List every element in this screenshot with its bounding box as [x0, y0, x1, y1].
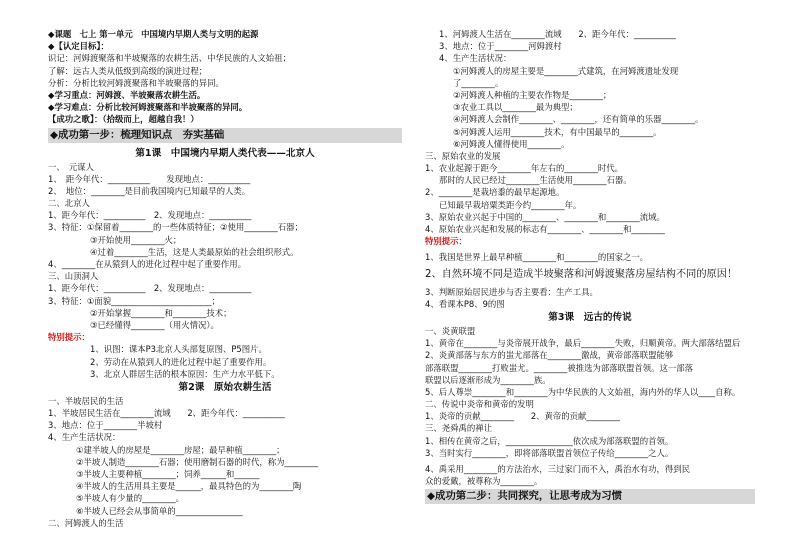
beijing-line: 4、________在从猿到人的进化过程中起了重要作用。 [48, 259, 246, 269]
yanhuang-line: 联盟以后逐渐形成为________族。 [425, 374, 551, 385]
shanding-heading: 三、山顶洞人 [48, 271, 99, 282]
hemudu-line: ③农业工具以________最为典型； [453, 102, 578, 113]
beijing-line: ③开始使用________火； [90, 234, 182, 245]
banpo-line: 3、地点：位于________半坡村 [48, 420, 163, 431]
hemudu-line: 3、地点：位于________河姆渡村 [439, 41, 562, 52]
hemudu-line: 了________。 [453, 77, 504, 88]
right-column [425, 28, 755, 507]
yuanmou-line: 1、 距今年代：__________ 发现地点：__________ [48, 173, 251, 184]
hemudu-line: 4、生产生活状况： [439, 53, 512, 64]
goal-analyze: 分析：分析比较河姆渡聚落和半坡聚落的异同。 [48, 77, 224, 88]
inventions-line: 1、炎帝的贡献________ 2、黄帝的贡献________ [425, 411, 620, 422]
hemudu-line: ⑥河姆渡人懂得使用________。 [453, 138, 570, 149]
tip-line: 4、看课本P8、9的图 [425, 298, 505, 309]
origin-line: 已知最早栽培粟类距今约________年。 [439, 199, 582, 210]
tips-title: 特别提示： [48, 332, 90, 343]
goal-memorize: 识记：河姆渡聚落和半坡聚落的农耕生活、中华民族的人文始祖； [48, 53, 291, 64]
step-one-banner: ◆成功第一步：梳理知识点 夯实基础 [48, 128, 402, 143]
tip-line: 2、自然环境不同是造成半坡聚落和河姆渡聚落房屋结构不同的原因！ [425, 268, 738, 280]
success-song: 【成功之歌】：（拾级而上，超越自我！） [48, 114, 199, 125]
beijing-heading: 二、北京人 [48, 198, 90, 209]
tip-line: 3、判断原始居民进步与否主要看：生产工具。 [425, 286, 598, 297]
course-title: ◆课题 七上 第一单元 中国境内早期人类与文明的起源 [48, 29, 259, 39]
yanhuang-line: 5、后人尊崇________和________为中华民族的人文始祖，海内外的华人以____自称。 [425, 386, 741, 397]
shanding-line: ③已经懂得________（用火情况）。 [90, 319, 219, 330]
hemudu-line: ②河姆渡人种植的主要农作物是________； [453, 89, 612, 100]
left-column [48, 28, 402, 529]
step-two-banner: ◆成功第二步：共同探究，让思考成为习惯 [425, 489, 755, 504]
goals-heading: ◆【认定目标】： [48, 41, 109, 52]
shanding-line: ②开始掌握________和________技术； [90, 307, 232, 318]
origin-line: 4、原始农业兴起和发展的标志有________、________和________ [425, 224, 665, 234]
abdication-line: 4、禹采用________的方法治水，三过家门而不入，禹治水有功，得到民 [425, 464, 690, 474]
yanhuang-line: 2、炎黄部落与东方的蚩尤部落在________激战，黄帝部落联盟能够 [425, 350, 674, 361]
origin-line: 3、原始农业兴起于中国的________、________和________流域。 [425, 211, 665, 222]
hemudu-line: ④河姆渡人会制作________、________，还有简单的乐器________。 [453, 114, 704, 125]
tip-line: 3、北京人群居生活的根本原因：生产力水平低下。 [90, 368, 280, 379]
origin-heading: 三、原始农业的发展 [425, 150, 501, 161]
hemudu-line: 1、河姆渡人生活在________流域 2、距今年代：__________ [439, 29, 676, 39]
tip-line: 1、识图：课本P3北京人头部复原图、P5图片。 [90, 344, 267, 355]
hemudu-line: ⑤河姆渡人运用________技术，有中国最早的________。 [453, 126, 662, 137]
abdication-line: 1、相传在黄帝之后，________________依次成为部落联盟的首领。 [425, 435, 674, 446]
yanhuang-heading: 一、炎黄联盟 [425, 325, 476, 336]
yuanmou-line: 2、 地位：________是目前我国境内已知最早的人类。 [48, 185, 251, 196]
shanding-line: 1、距今年代：__________ 2、发现地点：__________ [48, 283, 252, 294]
banpo-line: ③半坡人主要种植________；饲养______和______ [76, 469, 260, 479]
hemudu-line: ①河姆渡人的房屋主要是________式建筑，在河姆渡遗址发现 [453, 65, 679, 76]
origin-line: 那时的人民已经过________生活使用________石器。 [439, 175, 632, 186]
banpo-line: ④半坡人的生活用具主要是______，最具特色的为________陶 [76, 481, 302, 492]
key-point: ◆学习重点：河姆渡、半坡聚落农耕生活。 [48, 89, 206, 100]
yanhuang-line: 部落联盟________打败蚩尤。________被推选为部落联盟首领。这一部落 [425, 362, 693, 373]
banpo-heading: 一、半坡居民的生活 [48, 395, 124, 406]
origin-line: 2、________是栽培黍的最早起源地。 [425, 187, 565, 198]
abdication-heading: 三、尧舜禹的禅让 [425, 423, 492, 434]
goal-understand: 了解：远古人类从低级到高级的演进过程； [48, 65, 208, 76]
yuanmou-heading: 一、 元谋人 [48, 161, 95, 172]
banpo-line: ⑥半坡人已经会从事简单的________________ [76, 505, 243, 516]
origin-line: 1、农业起源于距今________年左右的________时代。 [425, 163, 623, 174]
tip-line: 1、我国是世界上最早种植________和________的国家之一。 [425, 252, 649, 263]
banpo-line: 1、半坡居民生活在________流域 2、距今年代：__________ [48, 408, 285, 419]
lesson1-title: 第1课 中国境内早期人类代表——北京人 [135, 147, 315, 159]
lesson3-title: 第3课 远古的传说 [548, 311, 632, 323]
beijing-line: 1、距今年代：__________ 2、发现地点：__________ [48, 210, 252, 221]
banpo-line: ②半坡人制造________石器；使用磨制石器的时代，称为________ [76, 456, 319, 467]
inventions-heading: 二、传说中炎帝和黄帝的发明 [425, 399, 534, 410]
abdication-line: 3、当时实行________，即将部落联盟首领位子传给________之人。 [425, 447, 674, 458]
banpo-line: 4、生产生活状况： [48, 432, 121, 443]
tips-title: 特别提示： [425, 236, 467, 247]
yanhuang-line: 1、黄帝在________与炎帝展开战争，最后________失败，归顺黄帝。两大部落结盟后 [425, 338, 741, 349]
banpo-line: ⑤半坡人有少量的________。 [76, 493, 185, 504]
abdication-line: 众的爱戴，被尊称为________。 [425, 476, 543, 487]
tip-line: 2、劳动在从猿到人的进化过程中起了重要作用。 [90, 356, 272, 367]
beijing-line: ④过着________生活，这是人类最原始的社会组织形式。 [90, 246, 299, 257]
shanding-line: 3、特征：①面貌________________________； [48, 295, 220, 306]
beijing-line: 3、特征：①保留着________的一些体质特征；②使用________石器； [48, 222, 303, 233]
banpo-line: ①建半坡人的房屋是________房屋；最早种植________； [76, 444, 285, 455]
difficult-point: ◆学习难点：分析比较河姆渡聚落和半坡聚落的异同。 [48, 102, 248, 113]
hemudu-heading: 二、河姆渡人的生活 [48, 517, 124, 528]
lesson2-title: 第2课 原始农耕生活 [178, 381, 272, 393]
